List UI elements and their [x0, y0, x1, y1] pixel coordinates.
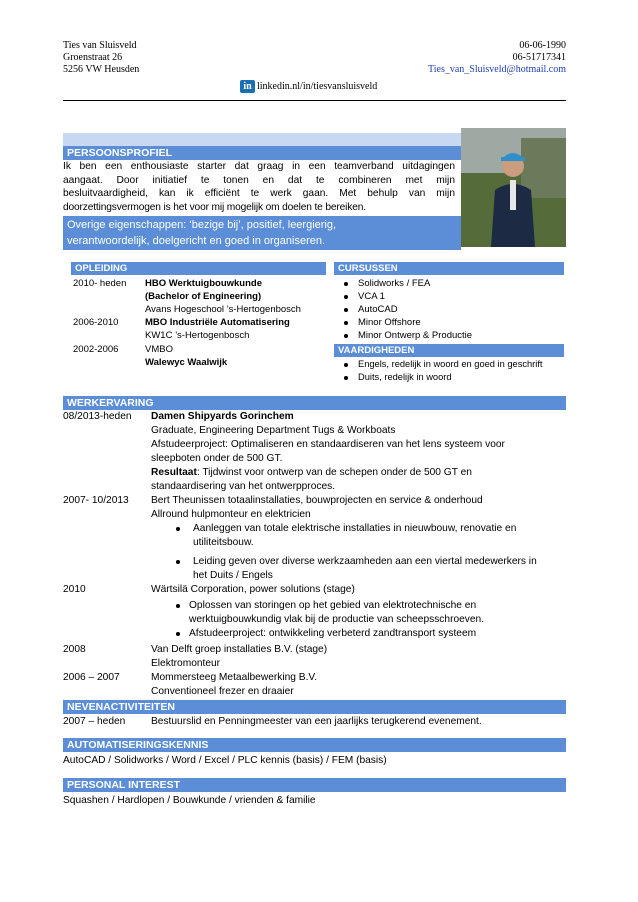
header-rule [63, 100, 566, 101]
automation-heading: AUTOMATISERINGSKENNIS [63, 738, 566, 752]
city-address: 5256 VW Heusden [63, 64, 140, 75]
work-heading: WERKERVARING [63, 396, 566, 410]
course-item: Minor Ontwerp & Productie [358, 330, 473, 341]
bullet-icon [344, 282, 348, 286]
edu-title: HBO Werktuigbouwkunde [145, 278, 262, 289]
extra-traits-line: Overige eigenschappen: ‘bezige bij’, positief, leergierig, [67, 219, 337, 231]
bullet-icon [344, 334, 348, 338]
work-company: Bert Theunissen totaalinstallaties, bouwprojecten en service & onderhoud [151, 495, 483, 506]
edu-period: 2002-2006 [73, 344, 119, 355]
work-project: sleepboten onder de 500 GT. [151, 453, 283, 464]
profile-top-band [63, 133, 461, 146]
work-bullet: Leiding geven over diverse werkzaamheden aan een viertal medewerkers in [193, 556, 537, 567]
work-bullet: Aanleggen van totale elektrische installaties in nieuwbouw, renovatie en [193, 523, 517, 534]
profile-line: doorzettingsvermogen is het voor mij mogelijk om doelen te bereiken. [63, 201, 366, 213]
contact-left [63, 40, 313, 76]
work-role: Conventioneel frezer en draaier [151, 686, 294, 697]
edu-sub: (Bachelor of Engineering) [145, 291, 262, 302]
work-company: Wärtsilä Corporation, power solutions (stage) [151, 584, 355, 595]
bullet-icon [176, 632, 180, 636]
work-bullet: Oplossen van storingen op het gebied van elektrotechnische en [189, 600, 477, 611]
course-item: Solidworks / FEA [358, 278, 431, 289]
side-activity-period: 2007 – heden [63, 716, 126, 727]
edu-title: MBO Industriële Automatisering [145, 317, 290, 328]
bullet-icon [176, 604, 180, 608]
work-role: Elektromonteur [151, 658, 221, 669]
bullet-icon [344, 308, 348, 312]
extra-traits-line: verantwoordelijk, doelgericht en goed in organiseren. [67, 235, 326, 247]
course-item: VCA 1 [358, 291, 385, 302]
bullet-icon [176, 560, 180, 564]
interest-text: Squashen / Hardlopen / Bouwkunde / vrienden & familie [63, 795, 316, 806]
contact-right [350, 40, 566, 76]
work-company: Van Delft groep installaties B.V. (stage) [151, 644, 328, 655]
profile-line: Ik ben een enthousiaste starter dat graag in een teamverband uitdagingen [63, 161, 455, 172]
work-bullet: utiliteitsbouw. [193, 537, 254, 548]
bullet-icon [344, 363, 348, 367]
work-company: Mommersteeg Metaalbewerking B.V. [151, 672, 318, 683]
work-period: 2006 – 2007 [63, 672, 120, 683]
automation-text: AutoCAD / Solidworks / Word / Excel / PLC kennis (basis) / FEM (basis) [63, 755, 387, 766]
work-project: Afstudeerproject: Optimaliseren en standaardiseren van het lens systeem voor [151, 439, 505, 450]
profile-heading: PERSOONSPROFIEL [63, 146, 461, 160]
edu-period: 2010- heden [73, 278, 127, 289]
phone: 06-51717341 [512, 52, 566, 63]
skill-item: Engels, redelijk in woord en goed in geschrift [358, 359, 543, 369]
edu-sub: KW1C ’s-Hertogenbosch [145, 330, 250, 341]
work-company: Damen Shipyards Gorinchem [151, 411, 294, 422]
skills-heading: VAARDIGHEDEN [334, 344, 564, 357]
interest-heading: PERSONAL INTEREST [63, 778, 566, 792]
person-photo-icon [461, 128, 566, 247]
work-bullet: het Duits / Engels [193, 570, 273, 581]
linkedin-line [240, 80, 377, 93]
work-period: 2010 [63, 584, 86, 595]
bullet-icon [344, 376, 348, 380]
email-link[interactable]: Ties_van_Sluisveld@hotmail.com [427, 64, 566, 75]
candidate-name: Ties van Sluisveld [63, 40, 137, 51]
linkedin-link[interactable]: linkedin.nl/in/tiesvansluisveld [257, 80, 378, 92]
bullet-icon [344, 295, 348, 299]
result-label: Resultaat [151, 467, 197, 478]
result-text: : Tijdwinst voor ontwerp van de schepen onder de 500 GT en [196, 467, 472, 478]
edu-sub: Avans Hogeschool ’s-Hertogenbosch [145, 304, 301, 315]
edu-period: 2006-2010 [73, 317, 119, 328]
course-item: Minor Offshore [358, 317, 421, 328]
work-period: 2008 [63, 644, 86, 655]
work-result: standaardisering van het ontwerpproces. [151, 481, 336, 492]
work-bullet: werktuigbouwkundig vlak bij de productie van scheepsschroeven. [189, 614, 485, 625]
edu-sub: Walewyc Waalwijk [145, 357, 228, 368]
skill-item: Duits, redelijk in woord [358, 372, 452, 382]
profile-line: besluitvaardigheid, kan ik efficiënt te werk gaan. Met behulp van mijn [63, 188, 455, 200]
bullet-icon [176, 527, 180, 531]
profile-text [63, 160, 455, 214]
courses-heading: CURSUSSEN [334, 262, 564, 275]
linkedin-icon: in [240, 80, 255, 93]
side-activities-heading: NEVENACTIVITEITEN [63, 700, 566, 714]
course-item: AutoCAD [358, 304, 398, 315]
edu-title: VMBO [145, 344, 173, 355]
work-bullet: Afstudeerproject: ontwikkeling verbeterd zandtransport systeem [189, 628, 477, 639]
work-period: 08/2013-heden [63, 411, 132, 422]
birthdate: 06-06-1990 [519, 40, 566, 51]
profile-line: aangaat. Door initiatief te tonen en dat te combineren met mijn [63, 174, 455, 186]
education-heading: OPLEIDING [71, 262, 326, 275]
profile-extra-band [63, 216, 461, 250]
street-address: Groenstraat 26 [63, 52, 123, 63]
side-activity-text: Bestuurslid en Penningmeester van een jaarlijks terugkerend evenement. [151, 716, 482, 727]
work-role: Graduate, Engineering Department Tugs & Workboats [151, 425, 396, 436]
work-period: 2007- 10/2013 [63, 495, 129, 506]
work-result [151, 466, 472, 480]
profile-photo [461, 128, 566, 247]
bullet-icon [344, 321, 348, 325]
work-role: Allround hulpmonteur en elektricien [151, 509, 311, 520]
